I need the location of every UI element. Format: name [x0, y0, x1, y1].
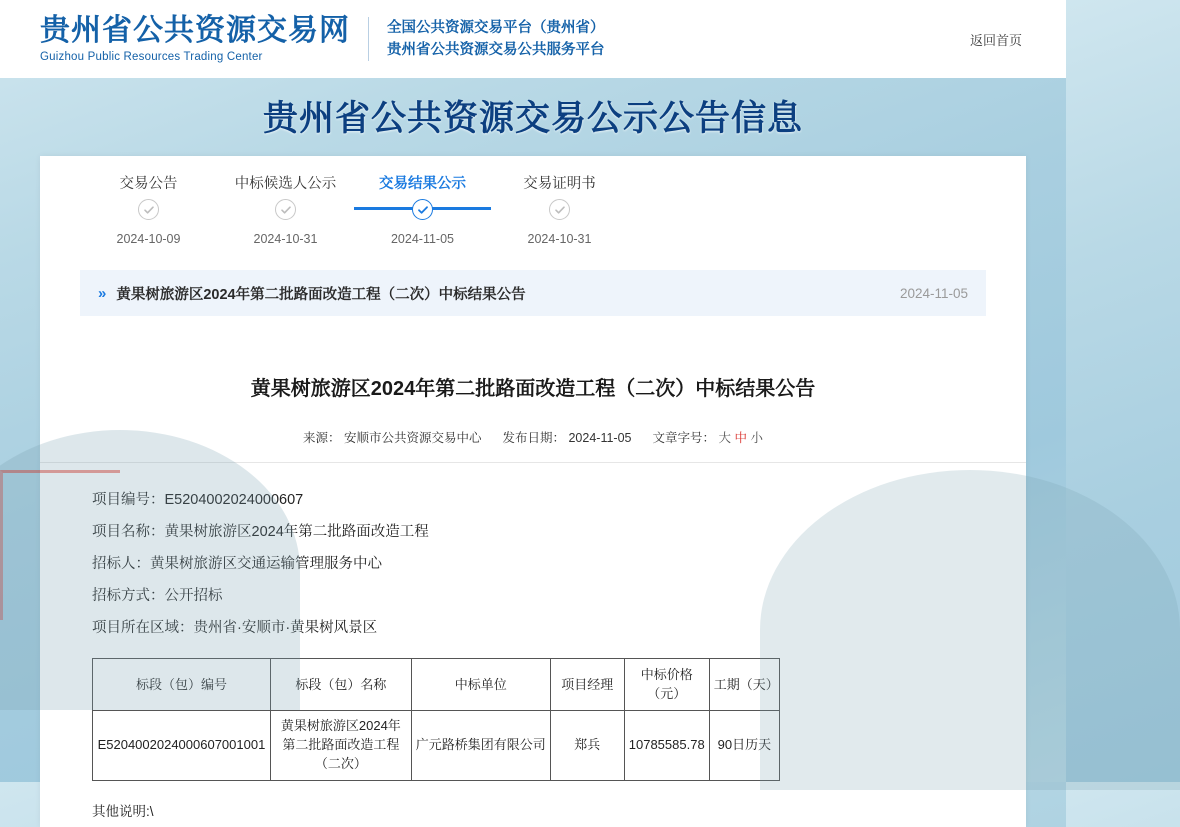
step-date: 2024-10-09 [116, 232, 181, 246]
step-label: 交易证明书 [523, 176, 596, 192]
step-date: 2024-10-31 [527, 232, 592, 246]
step-trade-certificate[interactable] [491, 172, 628, 246]
project-region: 项目所在区域：贵州省·安顺市·黄果树风景区 [92, 619, 378, 636]
logo-title-en: Guizhou Public Resources Trading Center [40, 50, 263, 63]
step-trade-announcement[interactable] [80, 172, 217, 246]
cell-winner: 广元路桥集团有限公司 [411, 711, 550, 781]
cell-duration: 90日历天 [709, 711, 779, 781]
page-banner [0, 86, 1066, 146]
cell-price: 10785585.78 [624, 711, 709, 781]
other-note: 其他说明:\ [92, 803, 154, 819]
bid-result-table [92, 658, 780, 781]
project-number: 项目编号：E5204002024000607 [92, 492, 304, 508]
column-header-section-name: 标段（包）名称 [270, 659, 411, 711]
cell-section-no: E5204002024000607001001 [93, 711, 271, 781]
tender-method: 招标方式：公开招标 [92, 587, 223, 604]
step-candidate-publicity[interactable] [217, 172, 354, 246]
table-header-row [93, 659, 780, 711]
check-icon [549, 199, 570, 220]
font-size-large-button[interactable]: 大 [718, 431, 731, 445]
notice-title: 黄果树旅游区2024年第二批路面改造工程（二次）中标结果公告 [116, 286, 526, 303]
column-header-winner: 中标单位 [411, 659, 550, 711]
check-icon [138, 199, 159, 220]
font-size-label: 文章字号： [652, 431, 715, 445]
article-body [40, 463, 1026, 827]
project-name: 项目名称：黄果树旅游区2024年第二批路面改造工程 [92, 523, 429, 540]
logo-subtitle-line2: 贵州省公共资源交易公共服务平台 [387, 42, 605, 58]
column-header-manager: 项目经理 [550, 659, 624, 711]
site-logo[interactable] [40, 15, 605, 63]
cell-manager: 郑兵 [550, 711, 624, 781]
column-header-price-line2: （元） [647, 685, 687, 701]
step-date: 2024-10-31 [253, 232, 318, 246]
site-header [0, 0, 1066, 78]
step-date: 2024-11-05 [390, 232, 454, 246]
tenderer: 招标人：黄果树旅游区交通运输管理服务中心 [92, 555, 382, 572]
logo-subtitle-line1: 全国公共资源交易平台（贵州省） [387, 19, 605, 36]
table-row [93, 711, 780, 781]
column-header-section-no: 标段（包）编号 [93, 659, 271, 711]
double-chevron-right-icon: » [98, 284, 105, 302]
step-label: 交易公告 [119, 176, 178, 192]
home-link[interactable]: 返回首页 [969, 32, 1022, 48]
page-title: 贵州省公共资源交易公示公告信息 [262, 99, 803, 138]
content-card [40, 156, 1026, 827]
column-header-duration: 工期（天） [709, 659, 779, 711]
check-icon [275, 199, 296, 220]
column-header-price-line1: 中标价格 [640, 667, 693, 683]
source-label: 来源： [303, 431, 341, 445]
progress-steps [40, 156, 1026, 252]
font-size-medium-button[interactable]: 中 [734, 431, 747, 445]
step-trade-result[interactable] [354, 172, 491, 246]
font-size-small-button[interactable]: 小 [750, 431, 763, 445]
column-header-price [624, 659, 709, 711]
logo-title-cn: 贵州省公共资源交易网 [40, 14, 350, 48]
step-label: 交易结果公示 [379, 176, 466, 192]
source-value: 安顺市公共资源交易中心 [344, 431, 482, 445]
article-meta [40, 428, 1026, 446]
step-label: 中标候选人公示 [234, 176, 337, 192]
notice-bar[interactable] [80, 270, 986, 316]
publish-date-label: 发布日期： [502, 431, 565, 445]
article-title: 黄果树旅游区2024年第二批路面改造工程（二次）中标结果公告 [250, 378, 816, 400]
publish-date-value: 2024-11-05 [568, 431, 632, 445]
check-icon [412, 199, 433, 220]
cell-section-name: 黄果树旅游区2024年第二批路面改造工程（二次） [270, 711, 411, 781]
notice-date: 2024-11-05 [899, 285, 968, 301]
logo-divider [368, 17, 369, 61]
